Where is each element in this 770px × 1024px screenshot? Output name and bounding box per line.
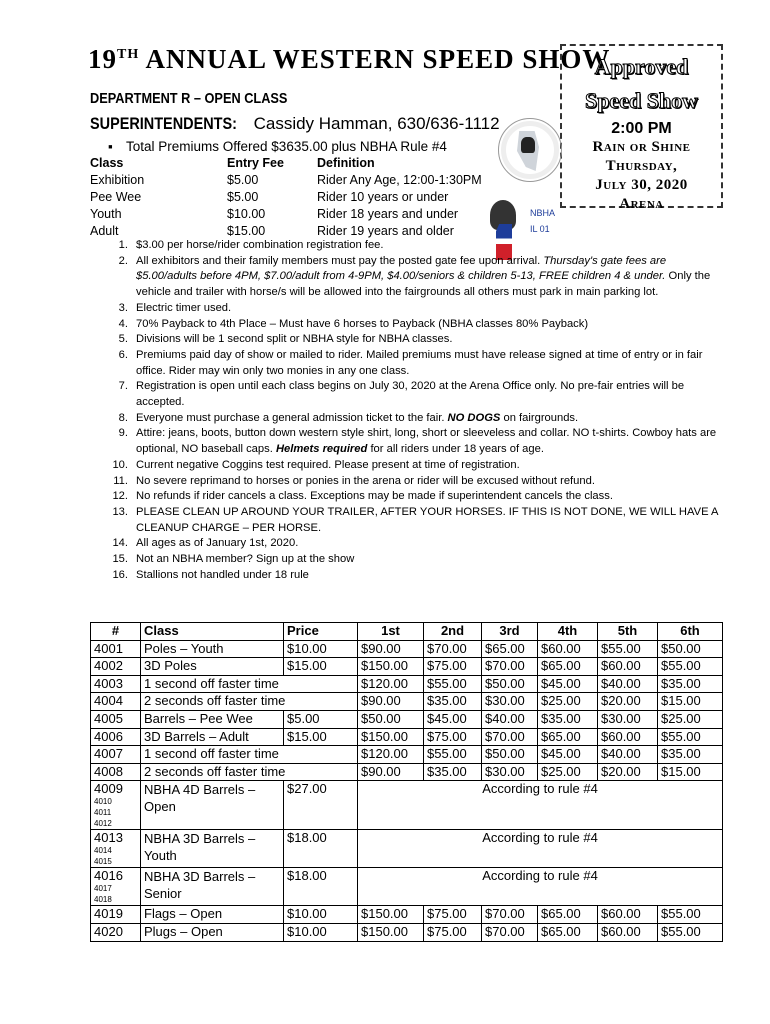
rules-list [108, 238, 723, 583]
page-title: 19TH ANNUAL WESTERN SPEED SHOW [88, 44, 611, 74]
rule-item: 3. Electric timer used. [118, 301, 232, 314]
table-row: 4006 3D Barrels – Adult $15.00 $150.00 $75.00 $70.00 $65.00 $60.00 $55.00 [91, 728, 723, 746]
approved-speed-show-box [560, 44, 723, 212]
table-row: 4019 Flags – Open $10.00 $150.00 $75.00 $70.00 $65.00 $60.00 $55.00 [91, 906, 723, 924]
table-row: 4020 Plugs – Open $10.00 $150.00 $75.00 $70.00 $65.00 $60.00 $55.00 [91, 923, 723, 941]
rule-item: 9. Attire: jeans, boots, button down western style shirt, long, short or sleeveless and collar. NO t-shirts. Cowboy hats are optional, NO baseball caps. Helmets required for all riders under 18 years of age. [118, 427, 717, 456]
rule-item: 1. $3.00 per horse/rider combination registration fee. [118, 239, 384, 251]
nbha-text: NBHA [530, 208, 556, 218]
premium-table [90, 622, 723, 942]
table-row: 4009 4010 4011 4012 NBHA 4D Barrels – Open $27.00 According to rule #4 [91, 781, 723, 830]
department-heading: DEPARTMENT R – OPEN CLASS [90, 90, 288, 107]
rule-item: 2. All exhibitors and their family members must pay the posted gate fee upon arrival. Thursday's gate fees are $5.00/adults before 4PM, $7.00/adult from 4-9PM, $4.00/seniors & children 5-13, FREE children 4 & under. Only the vehicle and trailer with horse/s will be allowed into the fairgrounds all others must park in main parking lot. [118, 254, 711, 299]
approved-label: Approved [594, 54, 689, 79]
table-row: 4001 Poles – Youth $10.00 $90.00 $70.00 $65.00 $60.00 $55.00 $50.00 [91, 640, 723, 658]
rule-item: 5. Divisions will be 1 second split or NBHA style for NBHA classes. [118, 333, 453, 346]
rule-item: 8. Everyone must purchase a general admission ticket to the fair. NO DOGS on fairgrounds. [118, 411, 579, 424]
rule-item: 14. All ages as of January 1st, 2020. [112, 537, 299, 550]
table-row: 4007 1 second off faster time $120.00 $55.00 $50.00 $45.00 $40.00 $35.00 [91, 746, 723, 764]
speed-show-label: Speed Show [584, 88, 699, 113]
rule-item: 15. Not an NBHA member? Sign up at the show [112, 553, 355, 566]
show-place: Arena [619, 196, 664, 212]
rule-item: 6. Premiums paid day of show or mailed to rider. Mailed premiums must have release signed at time of entry or in fair office. Rider may win only two monies in any one class. [118, 348, 703, 377]
rule-item: 12. No refunds if rider cancels a class. Exceptions may be made if superintendent cancels the class. [112, 490, 613, 503]
superintendents-label: SUPERINTENDENTS: [90, 114, 237, 133]
weather-note: Rain or Shine [592, 139, 691, 155]
rule-item: 10. Current negative Coggins test required. Please present at time of registration. [112, 458, 520, 471]
table-row: 4004 2 seconds off faster time $90.00 $35.00 $30.00 $25.00 $20.00 $15.00 [91, 693, 723, 711]
square-bullet-icon: ▪ [108, 139, 113, 154]
rule-item: 13. PLEASE CLEAN UP AROUND YOUR TRAILER, AFTER YOUR HORSES. IF THIS IS NOT DONE, WE WILL HAVE A CLEANUP CHARGE – PER HORSE. [112, 505, 718, 534]
illinois-barrel-racing-logo [498, 118, 562, 182]
superintendents [90, 114, 500, 134]
table-row: 4002 3D Poles $15.00 $150.00 $75.00 $70.00 $65.00 $60.00 $55.00 [91, 658, 723, 676]
table-row: 4016 4017 4018 NBHA 3D Barrels – Senior $18.00 According to rule #4 [91, 868, 723, 906]
horse-rider-icon [521, 137, 535, 153]
show-time: 2:00 PM [611, 120, 672, 137]
rule-item: 16. Stallions not handled under 18 rule [112, 568, 309, 581]
premium-note: ▪ Total Premiums Offered $3635.00 plus NBHA Rule #4 [108, 139, 447, 154]
nbha-district: IL 01 [530, 224, 550, 234]
rule-item: 11. No severe reprimand to horses or ponies in the arena or rider will be excused without refund. [113, 474, 595, 487]
table-row: 4005 Barrels – Pee Wee $5.00 $50.00 $45.00 $40.00 $35.00 $30.00 $25.00 [91, 710, 723, 728]
rule-item: 4. 70% Payback to 4th Place – Must have 6 horses to Payback (NBHA classes 80% Payback) [118, 317, 589, 330]
show-date: July 30, 2020 [595, 177, 688, 193]
show-day: Thursday, [605, 158, 678, 174]
premium-table-header: # Class Price 1st 2nd 3rd 4th 5th 6th [91, 623, 723, 641]
superintendents-value: Cassidy Hamman, 630/636-1112 [253, 114, 500, 133]
rule-item: 7. Registration is open until each class begins on July 30, 2020 at the Arena Office only. No pre-fair entries will be accepted. [118, 380, 685, 409]
table-row: 4008 2 seconds off faster time $90.00 $35.00 $30.00 $25.00 $20.00 $15.00 [91, 763, 723, 781]
table-row: 4003 1 second off faster time $120.00 $55.00 $50.00 $45.00 $40.00 $35.00 [91, 675, 723, 693]
table-row: 4013 4014 4015 NBHA 3D Barrels – Youth $18.00 According to rule #4 [91, 830, 723, 868]
